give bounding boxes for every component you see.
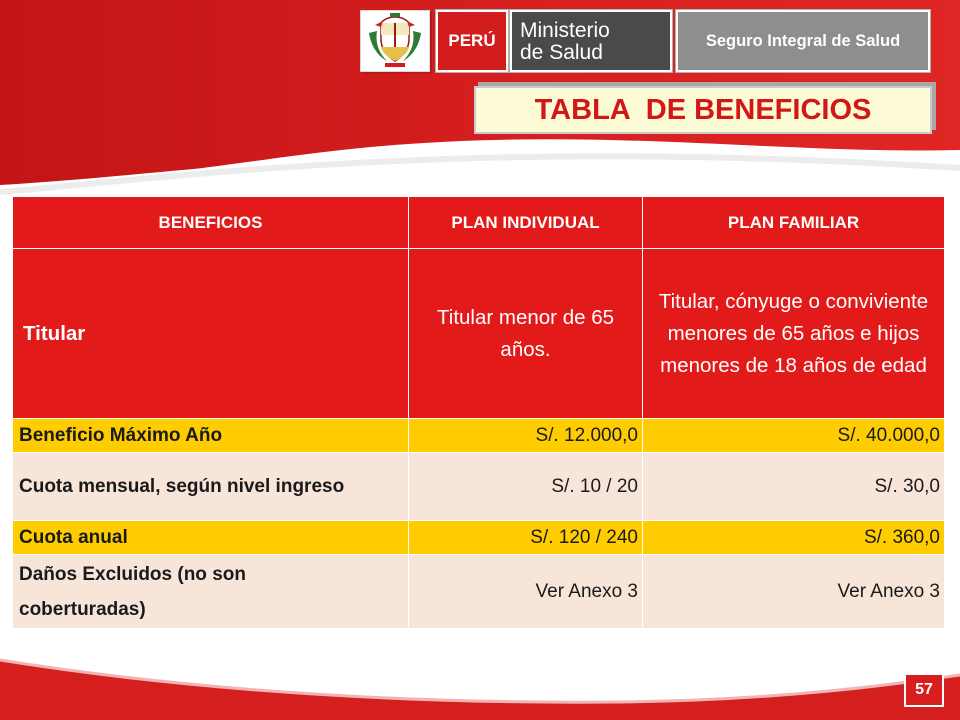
peru-logo: PERÚ xyxy=(436,10,508,72)
plan-familiar-cell: S/. 30,0 xyxy=(643,453,945,521)
plan-familiar-cell: Ver Anexo 3 xyxy=(643,555,945,629)
plan-individual-cell: S/. 120 / 240 xyxy=(409,521,643,555)
plan-familiar-cell: S/. 360,0 xyxy=(643,521,945,555)
column-header: PLAN FAMILIAR xyxy=(643,197,945,249)
ministry-of-health-logo xyxy=(510,10,672,72)
row-label: Beneficio Máximo Año xyxy=(13,419,409,453)
ministry-logo-line2: de Salud xyxy=(520,41,603,64)
benefits-table xyxy=(12,196,945,629)
row-label: Cuota mensual, según nivel ingreso xyxy=(13,453,409,521)
plan-individual-cell: S/. 12.000,0 xyxy=(409,419,643,453)
table-header-row xyxy=(13,197,945,249)
table-row xyxy=(13,419,945,453)
table-row xyxy=(13,555,945,629)
row-label: Titular xyxy=(13,249,409,419)
ministry-logo-line1: Ministerio xyxy=(520,19,610,42)
row-label: Cuota anual xyxy=(13,521,409,555)
column-header: PLAN INDIVIDUAL xyxy=(409,197,643,249)
plan-individual-cell: Titular menor de 65 años. xyxy=(409,249,643,419)
page-title: TABLA DE BENEFICIOS xyxy=(474,86,932,134)
plan-familiar-cell: Titular, cónyuge o conviviente menores de 65 años e hijos menores de 18 años de edad xyxy=(643,249,945,419)
row-label: Daños Excluidos (no son coberturadas) xyxy=(13,555,409,629)
table-row xyxy=(13,249,945,419)
plan-familiar-cell: S/. 40.000,0 xyxy=(643,419,945,453)
footer-background xyxy=(0,630,960,720)
plan-individual-cell: S/. 10 / 20 xyxy=(409,453,643,521)
column-header: BENEFICIOS xyxy=(13,197,409,249)
table-row xyxy=(13,453,945,521)
seguro-integral-logo: Seguro Integral de Salud xyxy=(676,10,930,72)
coat-of-arms-logo xyxy=(360,10,430,72)
page-number: 57 xyxy=(904,673,944,707)
table-row xyxy=(13,521,945,555)
plan-individual-cell: Ver Anexo 3 xyxy=(409,555,643,629)
